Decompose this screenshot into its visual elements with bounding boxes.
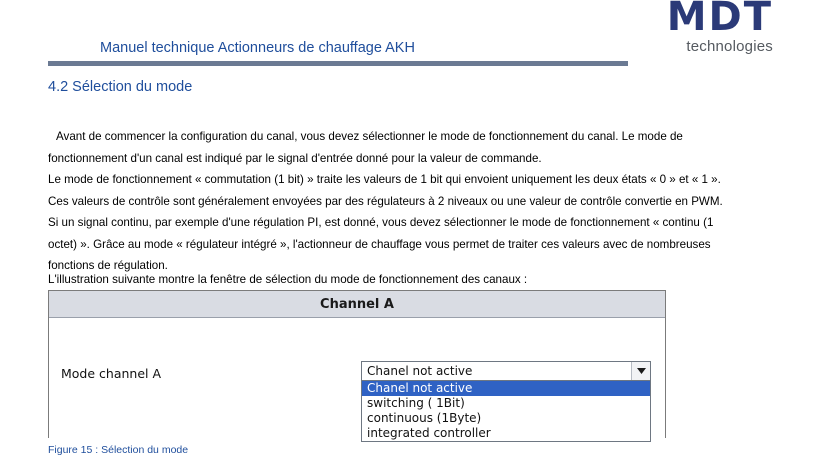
mode-select[interactable] <box>361 361 651 381</box>
mode-select-dropdown[interactable] <box>361 381 651 442</box>
paragraph-line: octet) ». Grâce au mode « régulateur intégré », l'actionneur de chauffage vous permet de traiter ces valeurs avec de nombreuses <box>48 237 711 251</box>
body-text <box>48 126 766 277</box>
logo-wordmark: MDT <box>666 0 773 34</box>
paragraph-line: fonctions de régulation. <box>48 259 168 272</box>
dropdown-option[interactable]: Chanel not active <box>362 381 650 396</box>
dialog-figure <box>48 290 666 438</box>
mode-select-value: Chanel not active <box>367 364 473 378</box>
dialog-title: Channel A <box>49 291 665 318</box>
illustration-lead-text: L'illustration suivante montre la fenêtre de sélection du mode de fonctionnement des canaux : <box>48 273 528 286</box>
document-header-title: Manuel technique Actionneurs de chauffage AKH <box>100 40 415 56</box>
paragraph-line: Si un signal continu, par exemple d'une régulation PI, est donné, vous devez sélectionner le mode de fonctionnement « continu (1 <box>48 216 714 229</box>
mode-channel-label: Mode channel A <box>61 366 162 381</box>
paragraph-line: Ces valeurs de contrôle sont généralement envoyées par des régulateurs à 2 niveaux ou une valeur de contrôle convertie en PWM. <box>48 194 723 208</box>
dropdown-option[interactable]: switching ( 1Bit) <box>367 396 465 410</box>
section-heading: 4.2 Sélection du mode <box>48 79 193 95</box>
brand-logo <box>635 0 775 55</box>
chevron-down-icon[interactable] <box>631 362 650 380</box>
paragraph-line: Avant de commencer la configuration du canal, vous devez sélectionner le mode de fonctionnement du canal. Le mode de <box>56 130 683 143</box>
paragraph-line: fonctionnement d'un canal est indiqué par le signal d'entrée donné pour la valeur de commande. <box>48 151 542 165</box>
logo-subtitle: technologies <box>686 38 773 55</box>
dropdown-option[interactable]: integrated controller <box>367 426 491 440</box>
dialog-body <box>49 318 665 438</box>
header-divider <box>48 61 628 66</box>
paragraph-line: Le mode de fonctionnement « commutation (1 bit) » traite les valeurs de 1 bit qui envoient uniquement les deux états « 0 » et « 1 ». <box>48 173 721 186</box>
dropdown-option[interactable]: continuous (1Byte) <box>367 411 482 425</box>
figure-caption: Figure 15 : Sélection du mode <box>48 444 189 456</box>
